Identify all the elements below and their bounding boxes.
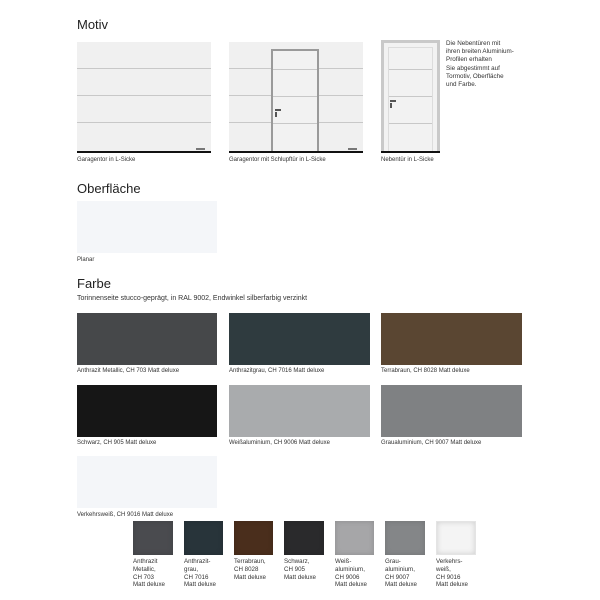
small-swatch-schwarz bbox=[284, 521, 324, 555]
side-door-image bbox=[381, 40, 440, 152]
garage-door-wicket-image bbox=[229, 42, 363, 152]
small-swatch-graualuminium bbox=[385, 521, 425, 555]
small-swatch-caption: Anthrazit Metallic, CH 703 Matt deluxe bbox=[133, 558, 165, 589]
color-heading: Farbe bbox=[77, 276, 111, 291]
motiv-heading: Motiv bbox=[77, 17, 109, 32]
color-swatch-anthrazit-metallic bbox=[77, 313, 217, 365]
small-swatch-caption: Verkehrs- weiß, CH 9016 Matt deluxe bbox=[436, 558, 468, 589]
note-line: Profilen erhalten bbox=[446, 56, 492, 64]
small-swatch-terrabraun bbox=[234, 521, 273, 555]
garage-door-caption: Garagentor in L-Sicke bbox=[77, 157, 136, 163]
surface-heading: Oberfläche bbox=[77, 181, 141, 196]
color-caption: Terrabraun, CH 8028 Matt deluxe bbox=[381, 368, 470, 374]
small-swatch-caption: Schwarz, CH 905 Matt deluxe bbox=[284, 558, 316, 581]
color-caption: Anthrazitgrau, CH 7016 Matt deluxe bbox=[229, 368, 325, 374]
note-line: und Farbe. bbox=[446, 81, 477, 89]
small-swatch-caption: Weiß- aluminium, CH 9006 Matt deluxe bbox=[335, 558, 367, 589]
color-swatch-terrabraun bbox=[381, 313, 522, 365]
small-swatch-anthrazit-metallic bbox=[133, 521, 173, 555]
color-swatch-weissaluminium bbox=[229, 385, 370, 437]
note-line: Die Nebentüren mit bbox=[446, 40, 501, 47]
note-line: ihren breiten Aluminium- bbox=[446, 48, 514, 56]
small-swatch-verkehrsweiss bbox=[436, 521, 476, 555]
color-caption: Anthrazit Metallic, CH 703 Matt deluxe bbox=[77, 368, 180, 374]
side-door-caption: Nebentür in L-Sicke bbox=[381, 157, 434, 163]
color-caption: Schwarz, CH 905 Matt deluxe bbox=[77, 440, 157, 446]
color-caption: Graualuminium, CH 9007 Matt deluxe bbox=[381, 440, 482, 446]
small-swatch-anthrazitgrau bbox=[184, 521, 223, 555]
small-swatch-weissaluminium bbox=[335, 521, 374, 555]
color-swatch-schwarz bbox=[77, 385, 217, 437]
small-swatch-caption: Anthrazit- grau, CH 7016 Matt deluxe bbox=[184, 558, 216, 589]
color-swatch-verkehrsweiss bbox=[77, 456, 217, 508]
garage-door-wicket-caption: Garagentor mit Schlupftür in L-Sicke bbox=[229, 157, 326, 163]
small-swatch-caption: Terrabraun, CH 8028 Matt deluxe bbox=[234, 558, 266, 581]
small-swatch-caption: Grau- aluminium, CH 9007 Matt deluxe bbox=[385, 558, 417, 589]
color-subtitle: Torinnenseite stucco-geprägt, in RAL 9002, Endwinkel silberfarbig verzinkt bbox=[77, 295, 308, 302]
color-caption: Verkehrsweiß, CH 9016 Matt deluxe bbox=[77, 512, 174, 518]
color-swatch-anthrazitgrau bbox=[229, 313, 370, 365]
garage-door-image bbox=[77, 42, 211, 152]
surface-caption-planar: Planar bbox=[77, 257, 95, 263]
color-swatch-graualuminium bbox=[381, 385, 522, 437]
color-caption: Weißaluminium, CH 9006 Matt deluxe bbox=[229, 440, 330, 446]
note-line: Tormotiv, Oberfläche bbox=[446, 72, 504, 80]
surface-swatch-planar bbox=[77, 201, 217, 253]
side-door-note bbox=[446, 40, 514, 89]
note-line: Sie abgestimmt auf bbox=[446, 64, 500, 72]
